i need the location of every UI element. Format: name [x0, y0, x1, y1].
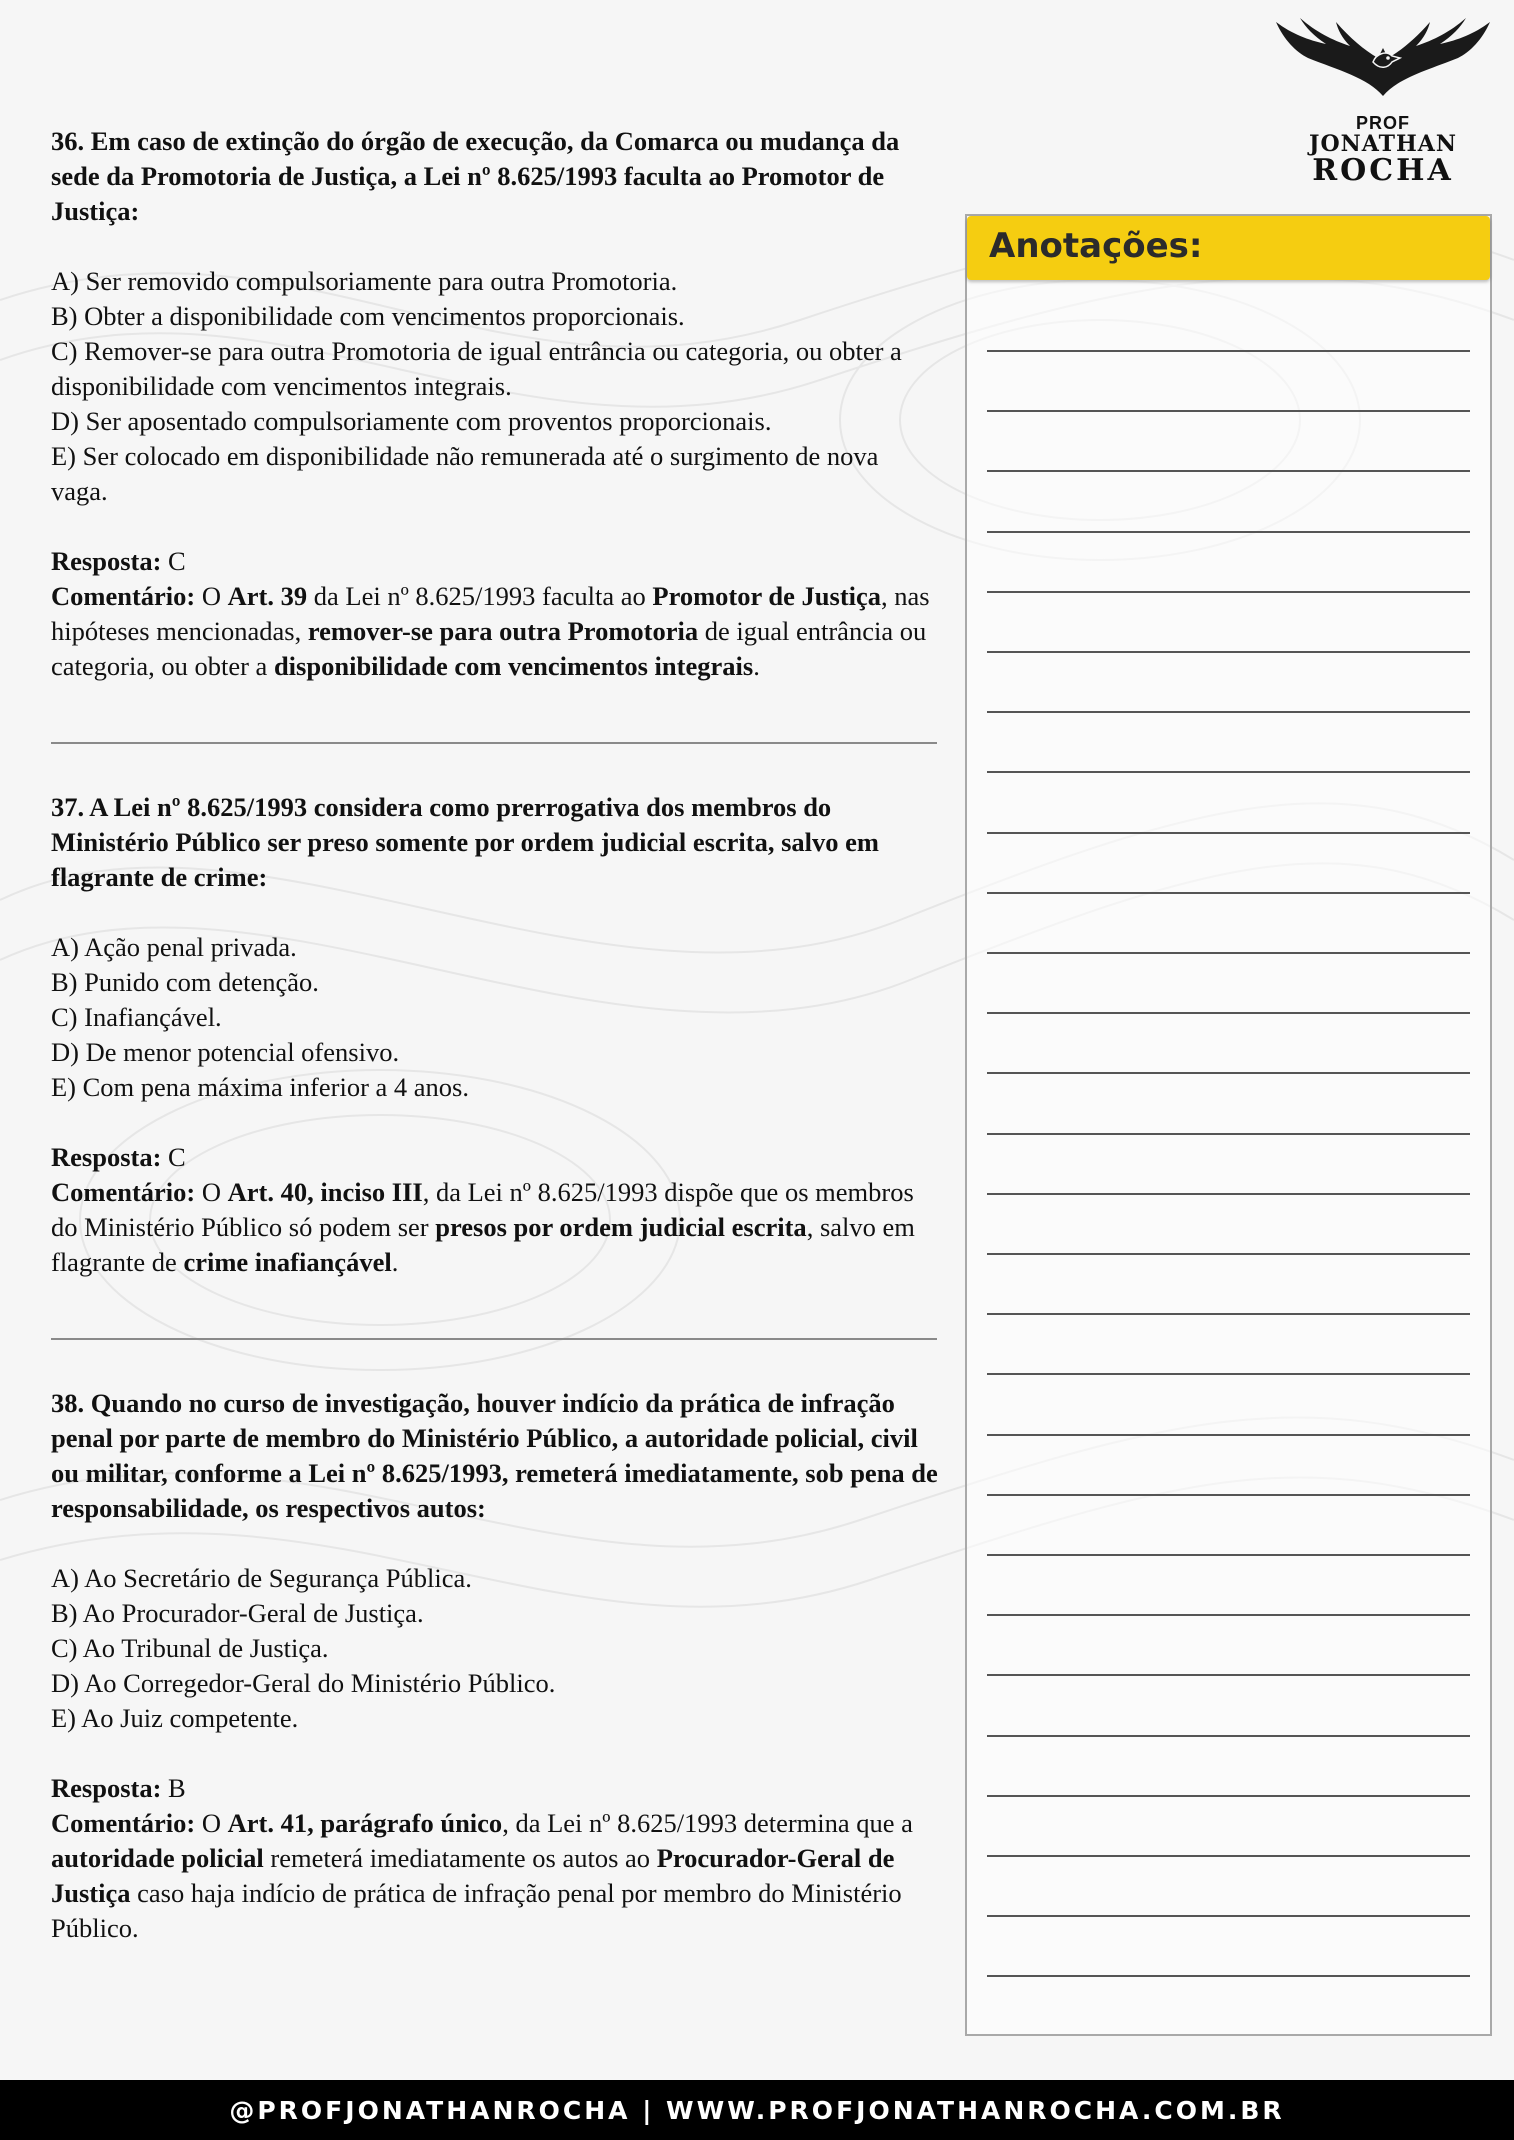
note-line	[987, 410, 1470, 412]
answer-label: Resposta:	[51, 1773, 162, 1803]
questions-column	[51, 124, 941, 1946]
question-stem: 37. A Lei nº 8.625/1993 considera como prerrogativa dos membros do Ministério Público ser preso somente por ordem judicial escrita, salvo em flagrante de crime:	[51, 792, 880, 892]
option-e: E) Com pena máxima inferior a 4 anos.	[51, 1072, 469, 1102]
options-list	[51, 264, 941, 509]
answer-label: Resposta:	[51, 1142, 162, 1172]
note-line	[987, 1373, 1470, 1375]
comment-seg: da Lei nº 8.625/1993 faculta ao	[307, 581, 653, 611]
note-line	[987, 1855, 1470, 1857]
question-38	[51, 1386, 941, 1946]
comment-label: Comentário:	[51, 581, 196, 611]
option-d: D) De menor potencial ofensivo.	[51, 1037, 400, 1067]
logo-name: JONATHAN	[1309, 131, 1457, 157]
option-a: A) Ao Secretário de Segurança Pública.	[51, 1563, 472, 1593]
section-divider	[51, 1338, 937, 1340]
question-stem: 38. Quando no curso de investigação, houver indício da prática de infração penal por parte de membro do Ministério Público, a autoridade policial, civil ou militar, conforme a Lei nº 8.625/1993, remeterá imediatamente, sob pena de responsabilidade, os respectivos autos:	[51, 1388, 938, 1523]
note-line	[987, 1674, 1470, 1676]
comment-seg: , da Lei nº 8.625/1993 dispõe que os membros do Ministério Público só podem ser	[51, 1177, 914, 1242]
option-d: D) Ao Corregedor-Geral do Ministério Público.	[51, 1668, 556, 1698]
comment-seg: crime inafiançável	[183, 1247, 392, 1277]
note-line	[987, 591, 1470, 593]
comment-seg: .	[391, 1247, 399, 1277]
comment-seg: presos por ordem judicial escrita	[435, 1212, 807, 1242]
options-list	[51, 930, 941, 1105]
option-d: D) Ser aposentado compulsoriamente com proventos proporcionais.	[51, 406, 772, 436]
note-line	[987, 952, 1470, 954]
answer-value: C	[168, 546, 186, 576]
note-line	[987, 1494, 1470, 1496]
note-line	[987, 1133, 1470, 1135]
comment-seg: disponibilidade com vencimentos integrais	[273, 651, 754, 681]
comment-seg: autoridade policial	[51, 1843, 264, 1873]
footer-bar	[0, 2080, 1514, 2140]
answer-line	[51, 1771, 941, 1806]
option-e: E) Ser colocado em disponibilidade não remunerada até o surgimento de nova vaga.	[51, 441, 879, 506]
comment-label: Comentário:	[51, 1177, 196, 1207]
option-a: A) Ser removido compulsoriamente para outra Promotoria.	[51, 266, 678, 296]
answer-label: Resposta:	[51, 546, 162, 576]
comment-seg: Art. 39	[227, 581, 308, 611]
eagle-icon	[1268, 18, 1498, 118]
comment-seg: Art. 41, parágrafo único	[227, 1808, 503, 1838]
note-line	[987, 1735, 1470, 1737]
comment	[51, 579, 941, 684]
question-stem: 36. Em caso de extinção do órgão de execução, da Comarca ou mudança da sede da Promotoria de Justiça, a Lei nº 8.625/1993 faculta ao Promotor de Justiça:	[51, 126, 900, 226]
comment-seg: O	[195, 1177, 228, 1207]
comment-label: Comentário:	[51, 1808, 196, 1838]
section-divider	[51, 742, 937, 744]
comment-seg: Art. 40, inciso III	[227, 1177, 423, 1207]
note-line	[987, 470, 1470, 472]
note-line	[987, 1434, 1470, 1436]
answer-value: B	[168, 1773, 186, 1803]
notes-header	[967, 216, 1490, 280]
brand-logo	[1268, 18, 1498, 188]
logo-prof: PROF	[1355, 113, 1410, 133]
note-line	[987, 1975, 1470, 1977]
note-line	[987, 1554, 1470, 1556]
note-line	[987, 832, 1470, 834]
option-b: B) Ao Procurador-Geral de Justiça.	[51, 1598, 424, 1628]
note-line	[987, 771, 1470, 773]
option-b: B) Punido com detenção.	[51, 967, 319, 997]
note-line	[987, 1253, 1470, 1255]
comment-seg: O	[195, 581, 228, 611]
note-line	[987, 350, 1470, 352]
answer-line	[51, 1140, 941, 1175]
note-line	[987, 531, 1470, 533]
option-c: C) Inafiançável.	[51, 1002, 222, 1032]
comment-seg: remeterá imediatamente os autos ao	[263, 1843, 657, 1873]
comment-seg: , salvo em flagrante de	[51, 1212, 915, 1277]
options-list	[51, 1561, 941, 1736]
comment-seg: , nas hipóteses mencionadas,	[51, 581, 930, 646]
option-b: B) Obter a disponibilidade com vencimentos proporcionais.	[51, 301, 685, 331]
answer-line	[51, 544, 941, 579]
option-c: C) Ao Tribunal de Justiça.	[51, 1633, 329, 1663]
question-37	[51, 790, 941, 1280]
footer-text: @PROFJONATHANROCHA | WWW.PROFJONATHANROCHA.COM.BR	[229, 2095, 1285, 2125]
note-line	[987, 1072, 1470, 1074]
note-line	[987, 1193, 1470, 1195]
comment-seg: remover-se para outra Promotoria	[307, 616, 699, 646]
comment-seg: Procurador-Geral de Justiça	[51, 1843, 895, 1908]
comment-seg: de igual entrância ou categoria, ou obter a	[51, 616, 927, 681]
note-line	[987, 1313, 1470, 1315]
note-line	[987, 651, 1470, 653]
note-line	[987, 1795, 1470, 1797]
notes-panel	[965, 214, 1492, 2036]
note-line	[987, 711, 1470, 713]
note-line	[987, 1915, 1470, 1917]
comment	[51, 1806, 941, 1946]
note-line	[987, 1012, 1470, 1014]
comment-seg: , da Lei nº 8.625/1993 determina que a	[502, 1808, 913, 1838]
question-36	[51, 124, 941, 684]
note-line	[987, 1614, 1470, 1616]
option-c: C) Remover-se para outra Promotoria de igual entrância ou categoria, ou obter a disponibilidade com vencimentos integrais.	[51, 336, 902, 401]
comment-seg: caso haja indício de prática de infração penal por membro do Ministério Público.	[51, 1878, 902, 1943]
notes-title: Anotações:	[989, 226, 1203, 266]
comment-seg: .	[753, 651, 760, 681]
comment-seg: Promotor de Justiça	[652, 581, 882, 611]
comment	[51, 1175, 941, 1280]
logo-surname: ROCHA	[1312, 153, 1454, 188]
option-a: A) Ação penal privada.	[51, 932, 297, 962]
option-e: E) Ao Juiz competente.	[51, 1703, 299, 1733]
answer-value: C	[168, 1142, 186, 1172]
comment-seg: O	[195, 1808, 228, 1838]
note-line	[987, 892, 1470, 894]
